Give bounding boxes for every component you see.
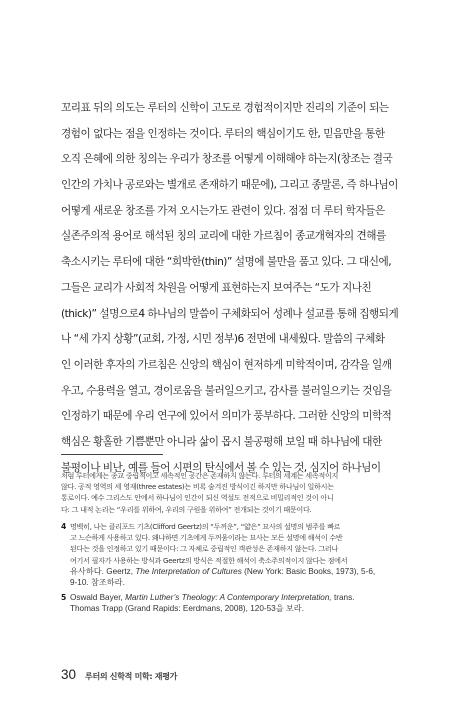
- reference-title: Martin Luther’s Theology: A Contemporary Interpretation,: [125, 593, 332, 602]
- page-footer: [61, 667, 177, 682]
- body-line: 그들은 교리가 사회적 차원을 어떻게 표현하는지 보여주는 “도가 지나친: [61, 281, 372, 294]
- reference-author: Geertz,: [106, 566, 136, 576]
- body-line: 인간의 가치나 공로와는 별개로 존재하기 때문에), 그리고 종말론, 즉 하나님이: [61, 179, 398, 192]
- body-line: 인정하기 때문에 우리 연구에 있어서 의미가 풍부하다. 그러한 신앙의 미학적: [61, 410, 392, 423]
- body-line: 우고, 수용력을 열고, 경이로움을 불러일으키고, 감사를 불러일으키는 것임을: [61, 384, 392, 397]
- body-text: [61, 96, 419, 481]
- body-line: 꼬리표 뒤의 의도는 루터의 신학이 고도로 경험적이지만 진리의 기준이 되는: [61, 102, 389, 114]
- footnote-continuation: [61, 470, 417, 515]
- reference-pages: 9-10. 참조하라.: [70, 577, 125, 587]
- body-line: (thick)” 설명으로4 하나님의 말씀이 구체화되어 성례나 설교를 통해 집행되게: [61, 307, 399, 320]
- footnote-reference-line: [61, 566, 417, 577]
- body-line: 어떻게 새로운 창조를 가져 오시는가도 관련이 있다. 점점 더 루터 학자들은: [61, 204, 385, 217]
- footnote-reference-line: Thomas Trapp (Grand Rapids: Eerdmans, 2008), 120-53을 보라.: [70, 604, 304, 614]
- reference-translator-label: trans.: [331, 593, 355, 602]
- body-line: 인 이러한 후자의 가르침은 신앙의 핵심이 현저하게 미학적이며, 감각을 일깨: [61, 358, 392, 371]
- body-line: 오직 은혜에 의한 칭의는 우리가 창조를 어떻게 이해해야 하는지(창조는 결국: [61, 153, 393, 166]
- footnote-line: 처럼 루터에게는 종교 중립적이고 세속적인 공간은 존재하지 않는다. 루터의 세계는 세속적이지: [61, 471, 339, 480]
- reference-publisher: (New York: Basic Books, 1973), 5-6,: [241, 566, 376, 576]
- footnote-line: 통로이다. 예수 그리스도 안에서 하나님이 인간이 되신 역설도 전적으로 비밀리적인 것이 아니: [61, 493, 334, 503]
- footnote-line: 명백히, 나는 클리포드 기츠(Clifford Geertz)의 “두꺼운”, “얇은” 묘사의 설명의 범주를 빠르: [70, 522, 341, 531]
- footnote-line: 고 느슨하게 사용하고 있다. 왜냐하면 기츠에게 두꺼움이라는 묘사는 모든 설명에 해석이 수반: [70, 533, 343, 543]
- footnote-line: 여기서 필자가 사용하는 방식과 Geertz의 방식은 적절한 해석이 축소주의적이지 않다는 점에서: [70, 555, 348, 565]
- reference-author: Oswald Bayer,: [70, 593, 126, 602]
- footnote-4: [61, 521, 417, 588]
- body-line: 경험이 없다는 점을 인정하는 것이다. 루터의 핵심이기도 한, 믿음만을 통한: [61, 127, 385, 140]
- body-line: 불평이나 비난, 예를 들어 시편의 탄식에서 볼 수 있는 것, 심지어 하나님이: [61, 461, 381, 474]
- footnote-reference-line: [70, 592, 354, 603]
- footnote-divider: [61, 454, 163, 455]
- footnote-line: 않다. 공적 영역의 세 영재(three estates)는 비록 숨겨진 방식이긴 하지만 하나님이 일하시는: [61, 482, 334, 492]
- body-line: 축소시키는 루터에 대한 “희박한(thin)” 설명에 불만을 품고 있다. 그 대신에,: [61, 256, 392, 269]
- footnote-number: 5: [61, 593, 67, 602]
- footnote-line: 된다는 것을 인정하고 있기 때문이다: 그 자체로 중립적인 객관성은 존재하지 않는다. 그러나: [70, 544, 338, 554]
- footnote-line: 다: 그 내적 논리는 “우리를 위하여, 우리의 구원을 위하여” 전개되는 것이기 때문이다.: [61, 504, 312, 514]
- footnote-number: 4: [61, 522, 67, 531]
- reference-title: The Interpretation of Cultures: [135, 566, 242, 576]
- body-line: 나 “세 가지 상황”(교회, 가정, 시민 정부)6 전면에 내세웠다. 말씀의 구체화: [61, 333, 385, 346]
- body-line: 실존주의적 용어로 해석된 칭의 교리에 대한 가르침이 종교개혁자의 견해를: [61, 230, 386, 243]
- page-number: 30: [61, 667, 77, 682]
- running-title: 루터의 신학적 미학: 재평가: [85, 672, 178, 681]
- body-line: 핵심은 황홀한 기쁨뿐만 아니라 삶이 몹시 불공평해 보일 때 하나님에 대한: [61, 435, 382, 448]
- footnote-text: 유사하다.: [70, 566, 104, 576]
- footnote-5: [61, 592, 417, 614]
